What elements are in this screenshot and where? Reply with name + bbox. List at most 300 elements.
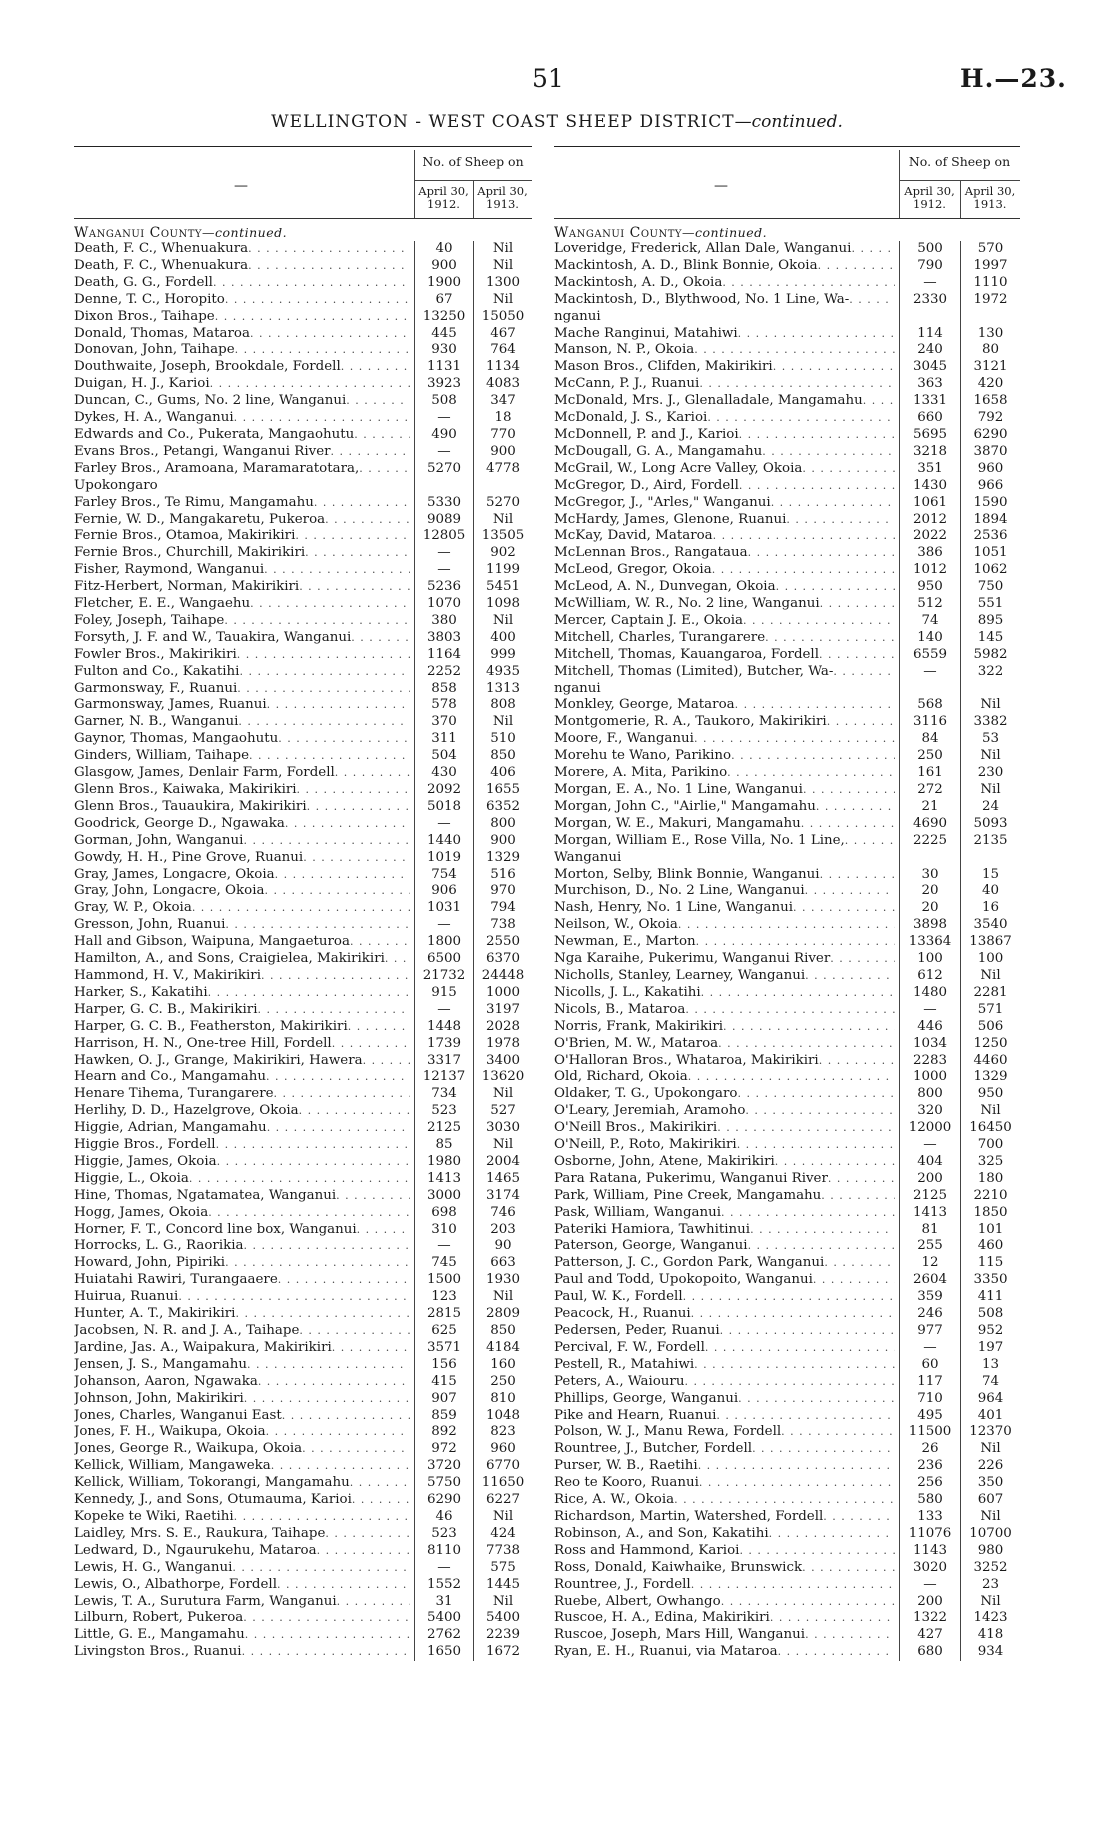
owner-name: Garmonsway, F., Ruanui xyxy=(74,680,238,696)
owner-cell xyxy=(74,613,414,630)
dot-leader xyxy=(235,1306,410,1323)
sheep-count-1912: 523 xyxy=(414,1103,473,1120)
dot-leader xyxy=(303,850,410,867)
owner-name: Morgan, William E., Rose Villa, No. 1 Line, xyxy=(554,832,845,848)
dot-leader xyxy=(691,1577,895,1594)
owner-cell xyxy=(554,1154,899,1171)
sheep-count-1912: 1322 xyxy=(899,1610,960,1627)
sheep-count-1913: Nil xyxy=(960,1103,1020,1120)
table-row xyxy=(554,630,1020,647)
dot-leader xyxy=(335,765,410,782)
table-row xyxy=(74,816,532,833)
dot-leader xyxy=(696,934,895,951)
table-row xyxy=(554,1306,1020,1323)
owner-name: Johanson, Aaron, Ngawaka xyxy=(74,1373,258,1389)
owner-name: Laidley, Mrs. S. E., Raukura, Taihape xyxy=(74,1525,326,1541)
dot-leader xyxy=(257,1002,410,1019)
name-column-header: — xyxy=(714,178,728,194)
sheep-count-1912: 255 xyxy=(899,1238,960,1255)
table-row xyxy=(74,1627,532,1644)
owner-name: O'Neill Bros., Makirikiri xyxy=(554,1120,718,1136)
sheep-count-1912: 1480 xyxy=(899,985,960,1002)
sheep-count-1912: 11500 xyxy=(899,1424,960,1441)
county-name: Wanganui County xyxy=(554,225,683,241)
dot-leader xyxy=(765,630,895,647)
owner-name: Mitchell, Charles, Turangarere xyxy=(554,629,766,645)
sheep-count-1913: 40 xyxy=(960,883,1020,900)
owner-name: Nicholls, Stanley, Learney, Wanganui xyxy=(554,967,806,983)
dot-leader xyxy=(745,1103,895,1120)
sheep-count-1912: 1430 xyxy=(899,478,960,495)
owner-cell xyxy=(554,647,899,664)
owner-name: Douthwaite, Joseph, Brookdale, Fordell xyxy=(74,359,341,375)
sheep-count-1913: 570 xyxy=(960,241,1020,258)
sheep-count-1913: 13620 xyxy=(473,1069,532,1086)
owner-cell xyxy=(74,1424,414,1441)
table-row xyxy=(554,427,1020,444)
owner-cell xyxy=(74,1408,414,1425)
table-row xyxy=(74,1526,532,1543)
sheep-count-1913 xyxy=(960,850,1020,867)
table-row xyxy=(74,1543,532,1560)
owner-name: Gray, James, Longacre, Okoia xyxy=(74,866,275,882)
year-1913-header: April 30, 1913. xyxy=(473,180,532,211)
dot-leader xyxy=(213,275,410,292)
dot-leader xyxy=(701,985,895,1002)
owner-cell xyxy=(74,512,414,529)
sheep-count-1913: 3030 xyxy=(473,1120,532,1137)
owner-name: Jones, F. H., Waikupa, Okoia xyxy=(74,1424,266,1440)
owner-cell xyxy=(74,1238,414,1255)
sheep-count-1913: 2809 xyxy=(473,1306,532,1323)
owner-cell xyxy=(74,1002,414,1019)
owner-cell xyxy=(554,1002,899,1019)
sheep-count-1912: 117 xyxy=(899,1374,960,1391)
sheep-count-1912: 1440 xyxy=(414,833,473,850)
year-1913-header: April 30, 1913. xyxy=(960,180,1020,211)
owner-name: Fernie Bros., Churchill, Makirikiri xyxy=(74,545,306,561)
owner-name: Richardson, Martin, Watershed, Fordell xyxy=(554,1508,824,1524)
sheep-count-1912: 972 xyxy=(414,1441,473,1458)
table-row xyxy=(74,748,532,765)
owner-name: Lewis, H. G., Wanganui xyxy=(74,1559,233,1575)
sheep-count-1913: 764 xyxy=(473,342,532,359)
owner-cell xyxy=(554,1019,899,1036)
sheep-count-1913: 2028 xyxy=(473,1019,532,1036)
dot-leader xyxy=(688,1069,895,1086)
sheep-count-1913: 3540 xyxy=(960,917,1020,934)
owner-cell xyxy=(74,1391,414,1408)
table-row xyxy=(74,1391,532,1408)
sheep-count-1913: 966 xyxy=(960,478,1020,495)
sheep-count-1912: 200 xyxy=(899,1171,960,1188)
sheep-count-1913: 180 xyxy=(960,1171,1020,1188)
sheep-count-1912: 710 xyxy=(899,1391,960,1408)
owner-cell xyxy=(74,1205,414,1222)
owner-name: Ruebe, Albert, Owhango xyxy=(554,1593,721,1609)
owner-name: Glenn Bros., Tauaukira, Makirikiri xyxy=(74,798,307,814)
sheep-count-1913: 203 xyxy=(473,1222,532,1239)
owner-cell xyxy=(74,1272,414,1289)
sheep-count-1913: 575 xyxy=(473,1560,532,1577)
owner-cell xyxy=(554,934,899,951)
owner-name: Pask, William, Wanganui xyxy=(554,1204,722,1220)
document-reference: H.—23. xyxy=(960,64,1067,93)
sheep-count-1912: 1650 xyxy=(414,1644,473,1661)
name-column-header: — xyxy=(234,178,248,194)
owner-name: Evans Bros., Petangi, Wanganui River xyxy=(74,443,331,459)
dot-leader xyxy=(803,782,895,799)
dot-leader xyxy=(805,968,895,985)
table-row xyxy=(74,393,532,410)
owner-name: Harker, S., Kakatihi xyxy=(74,984,208,1000)
dot-leader xyxy=(225,917,410,934)
owner-cell xyxy=(554,664,899,681)
dot-leader xyxy=(325,1526,410,1543)
owner-cell xyxy=(554,1188,899,1205)
owner-cell xyxy=(554,495,899,512)
owner-cell xyxy=(554,1492,899,1509)
owner-cell xyxy=(74,697,414,714)
sheep-count-1913: Nil xyxy=(473,258,532,275)
dot-leader xyxy=(717,1120,895,1137)
owner-name: McGregor, D., Aird, Fordell xyxy=(554,477,739,493)
dot-leader xyxy=(271,1458,410,1475)
sheep-count-1913: 11650 xyxy=(473,1475,532,1492)
owner-name: Howard, John, Pipiriki xyxy=(74,1255,226,1271)
table-row xyxy=(554,1205,1020,1222)
owner-name: Morgan, John C., "Airlie," Mangamahu xyxy=(554,798,816,814)
sheep-count-1912: 3571 xyxy=(414,1340,473,1357)
owner-cell xyxy=(74,748,414,765)
sheep-count-1912: — xyxy=(414,1238,473,1255)
sheep-count-1913: 10700 xyxy=(960,1526,1020,1543)
sheep-count-1913: 1051 xyxy=(960,545,1020,562)
owner-name: Morgan, W. E., Makuri, Mangamahu xyxy=(554,815,801,831)
table-row xyxy=(74,1171,532,1188)
dot-leader xyxy=(307,799,410,816)
dot-leader xyxy=(277,1577,410,1594)
owner-cell xyxy=(554,1610,899,1627)
owner-name: Para Ratana, Pukerimu, Wanganui River xyxy=(554,1170,828,1186)
owner-cell xyxy=(554,917,899,934)
sheep-count-1913: Nil xyxy=(960,1594,1020,1611)
dot-leader xyxy=(302,1441,410,1458)
owner-cell xyxy=(554,850,899,867)
table-row xyxy=(554,1103,1020,1120)
sheep-count-1913: 101 xyxy=(960,1222,1020,1239)
owner-name: Purser, W. B., Raetihi xyxy=(554,1458,698,1474)
dot-leader xyxy=(314,495,410,512)
sheep-count-1912: 8110 xyxy=(414,1543,473,1560)
owner-name: Patterson, J. C., Gordon Park, Wanganui xyxy=(554,1255,825,1271)
sheep-count-1912: 12000 xyxy=(899,1120,960,1137)
dot-leader xyxy=(828,1171,895,1188)
owner-name: Ross, Donald, Kaiwhaike, Brunswick xyxy=(554,1559,803,1575)
page-title xyxy=(0,112,1114,132)
sheep-count-1912 xyxy=(899,309,960,326)
table-row xyxy=(74,1458,532,1475)
dot-leader xyxy=(786,512,895,529)
sheep-count-1913: Nil xyxy=(473,292,532,309)
owner-cell xyxy=(554,613,899,630)
dot-leader xyxy=(264,562,410,579)
dot-leader xyxy=(242,1644,410,1661)
owner-name: Goodrick, George D., Ngawaka xyxy=(74,815,285,831)
owner-cell xyxy=(74,664,414,681)
sheep-count-1913: 418 xyxy=(960,1627,1020,1644)
owner-name: Jacobsen, N. R. and J. A., Taihape xyxy=(74,1323,300,1338)
owner-name: O'Brien, M. W., Mataroa xyxy=(554,1035,719,1051)
dot-leader xyxy=(258,1374,410,1391)
dot-leader xyxy=(694,1357,895,1374)
owner-cell xyxy=(74,342,414,359)
owner-name: Higgie Bros., Fordell xyxy=(74,1137,216,1153)
owner-name: Mache Ranginui, Matahiwi xyxy=(554,325,738,341)
table-row xyxy=(74,1205,532,1222)
owner-name: Reo te Kooro, Ruanui xyxy=(554,1475,699,1491)
table-row xyxy=(74,613,532,630)
owner-name: Hine, Thomas, Ngatamatea, Wanganui xyxy=(74,1187,337,1203)
dot-leader xyxy=(261,968,410,985)
owner-cell xyxy=(74,1560,414,1577)
table-row xyxy=(554,1509,1020,1526)
owner-name: Horner, F. T., Concord line box, Wanganui xyxy=(74,1221,357,1237)
sheep-count-1912: 3045 xyxy=(899,359,960,376)
sheep-count-1912: 9089 xyxy=(414,512,473,529)
sheep-count-1913: 1978 xyxy=(473,1036,532,1053)
sheep-count-1912: — xyxy=(414,444,473,461)
owner-name: O'Neill, P., Roto, Makirikiri xyxy=(554,1137,737,1153)
sheep-count-1912: 359 xyxy=(899,1289,960,1306)
sheep-count-1912: 6500 xyxy=(414,951,473,968)
sheep-count-1912: 310 xyxy=(414,1222,473,1239)
sheep-count-1913: 7738 xyxy=(473,1543,532,1560)
owner-cell xyxy=(554,697,899,714)
dot-leader xyxy=(805,1627,895,1644)
owner-name: nganui xyxy=(554,308,601,324)
owner-name: Huiatahi Rawiri, Turangaaere xyxy=(74,1272,278,1288)
left-table-header xyxy=(74,150,532,219)
table-row xyxy=(74,1408,532,1425)
sheep-count-1913: 18 xyxy=(473,410,532,427)
sheep-count-1912: 123 xyxy=(414,1289,473,1306)
table-row xyxy=(74,309,532,326)
dot-leader xyxy=(718,1036,895,1053)
sheep-count-1913: 400 xyxy=(473,630,532,647)
owner-cell xyxy=(554,1543,899,1560)
table-row xyxy=(74,258,532,275)
sheep-count-1913: 6227 xyxy=(473,1492,532,1509)
sheep-count-1912: 30 xyxy=(899,867,960,884)
sheep-count-1912: 370 xyxy=(414,714,473,731)
table-row xyxy=(554,241,1020,258)
owner-name: Hamilton, A., and Sons, Craigielea, Makirikiri xyxy=(74,951,385,967)
table-row xyxy=(554,444,1020,461)
table-row xyxy=(74,495,532,512)
sheep-count-1912: — xyxy=(414,545,473,562)
county-suffix: —continued. xyxy=(202,225,288,240)
sheep-count-1912: 495 xyxy=(899,1408,960,1425)
dot-leader xyxy=(249,748,410,765)
owner-cell xyxy=(554,1627,899,1644)
dot-leader xyxy=(683,1289,895,1306)
dot-leader xyxy=(237,647,410,664)
table-row xyxy=(74,1053,532,1070)
sheep-count-1912: 5018 xyxy=(414,799,473,816)
sheep-count-1913: 1972 xyxy=(960,292,1020,309)
owner-name: Norris, Frank, Makirikiri xyxy=(554,1018,724,1034)
sheep-count-1912: 1019 xyxy=(414,850,473,867)
owner-name: Lilburn, Robert, Pukeroa xyxy=(74,1610,244,1626)
owner-name: McDonnell, P. and J., Karioi xyxy=(554,426,739,442)
sheep-count-1912: 2330 xyxy=(899,292,960,309)
sheep-count-1912: 5695 xyxy=(899,427,960,444)
sheep-count-1913: 607 xyxy=(960,1492,1020,1509)
table-row xyxy=(74,512,532,529)
sheep-count-1913: 424 xyxy=(473,1526,532,1543)
dot-leader xyxy=(802,1560,895,1577)
sheep-count-1912: 500 xyxy=(899,241,960,258)
county-name: Wanganui County xyxy=(74,225,203,241)
sheep-count-1913: 1590 xyxy=(960,495,1020,512)
dot-leader xyxy=(237,681,410,698)
owner-cell xyxy=(554,985,899,1002)
dot-leader xyxy=(720,1323,895,1340)
sheep-count-1912: 1980 xyxy=(414,1154,473,1171)
dot-leader xyxy=(750,1222,895,1239)
table-row xyxy=(74,968,532,985)
table-row xyxy=(554,799,1020,816)
table-row xyxy=(74,850,532,867)
owner-name: Hawken, O. J., Grange, Makirikiri, Hawera xyxy=(74,1052,363,1068)
sheep-count-1912: — xyxy=(414,816,473,833)
owner-cell xyxy=(554,1103,899,1120)
table-row xyxy=(74,1222,532,1239)
dot-leader xyxy=(830,951,895,968)
owner-name: McCann, P. J., Ruanui xyxy=(554,376,700,392)
owner-cell xyxy=(74,765,414,782)
right-table-header xyxy=(554,150,1020,219)
dot-leader xyxy=(215,309,410,326)
owner-cell xyxy=(554,326,899,343)
owner-cell xyxy=(554,275,899,292)
sheep-count-1912: 2815 xyxy=(414,1306,473,1323)
dot-leader xyxy=(694,342,895,359)
owner-name: Fowler Bros., Makirikiri xyxy=(74,646,237,662)
sheep-count-1913: 750 xyxy=(960,579,1020,596)
owner-cell xyxy=(74,850,414,867)
sheep-count-1912: 351 xyxy=(899,461,960,478)
sheep-count-1913: 934 xyxy=(960,1644,1020,1661)
owner-name: Fernie, W. D., Mangakaretu, Pukeroa xyxy=(74,511,326,527)
table-row xyxy=(74,1644,532,1661)
sheep-count-1912: 578 xyxy=(414,697,473,714)
owner-name: Hogg, James, Okoia xyxy=(74,1204,209,1220)
sheep-count-1913: 970 xyxy=(473,883,532,900)
sheep-count-1913: 1672 xyxy=(473,1644,532,1661)
owner-name: Ryan, E. H., Ruanui, via Mataroa xyxy=(554,1644,778,1660)
sheep-count-1913: 1300 xyxy=(473,275,532,292)
table-row xyxy=(74,1137,532,1154)
owner-name: Jones, George R., Waikupa, Okoia xyxy=(74,1441,303,1457)
sheep-count-1913: 6352 xyxy=(473,799,532,816)
dot-leader xyxy=(305,545,410,562)
owner-cell xyxy=(74,900,414,917)
owner-name: Peacock, H., Ruanui xyxy=(554,1306,691,1322)
sheep-count-1912: 3317 xyxy=(414,1053,473,1070)
owner-cell xyxy=(554,1458,899,1475)
table-row xyxy=(74,461,532,478)
owner-cell xyxy=(554,1205,899,1222)
owner-name: O'Halloran Bros., Whataroa, Makirikiri xyxy=(554,1052,819,1068)
sheep-count-1912: 20 xyxy=(899,883,960,900)
owner-cell xyxy=(554,1222,899,1239)
owner-cell xyxy=(554,444,899,461)
sheep-count-1913: 1199 xyxy=(473,562,532,579)
table-row xyxy=(554,579,1020,596)
owner-cell xyxy=(74,241,414,258)
dot-leader xyxy=(776,579,895,596)
dot-leader xyxy=(208,985,410,1002)
table-row xyxy=(74,579,532,596)
owner-cell xyxy=(554,1391,899,1408)
owner-name: Neilson, W., Okoia xyxy=(554,917,678,933)
sheep-count-1912: 1900 xyxy=(414,275,473,292)
owner-name: Higgie, Adrian, Mangamahu xyxy=(74,1120,267,1136)
owner-name: Gaynor, Thomas, Mangaohutu xyxy=(74,731,279,747)
sheep-count-1913: 3350 xyxy=(960,1272,1020,1289)
dot-leader xyxy=(863,393,895,410)
owner-cell xyxy=(554,1137,899,1154)
sheep-count-1912: 5400 xyxy=(414,1610,473,1627)
owner-name: Lewis, O., Albathorpe, Fordell xyxy=(74,1576,277,1592)
table-row xyxy=(554,816,1020,833)
owner-name: Duncan, C., Gums, No. 2 line, Wanganui xyxy=(74,393,347,409)
table-row xyxy=(554,664,1020,681)
table-row xyxy=(554,1069,1020,1086)
left-table xyxy=(74,150,532,1661)
owner-name: McLeod, A. N., Dunvegan, Okoia xyxy=(554,579,776,595)
sheep-count-1912: — xyxy=(899,664,960,681)
owner-name: Mitchell, Thomas, Kauangaroa, Fordell xyxy=(554,646,820,662)
table-row xyxy=(74,731,532,748)
sheep-count-1912: 612 xyxy=(899,968,960,985)
table-row xyxy=(74,1120,532,1137)
owner-cell xyxy=(74,1306,414,1323)
dot-leader xyxy=(247,1357,410,1374)
owner-cell xyxy=(554,393,899,410)
sheep-count-1913: 508 xyxy=(960,1306,1020,1323)
owner-name: Mitchell, Thomas (Limited), Butcher, Wa- xyxy=(554,663,834,679)
sheep-count-1912: 81 xyxy=(899,1222,960,1239)
sheep-count-1912 xyxy=(899,681,960,698)
sheep-count-1912: 12 xyxy=(899,1255,960,1272)
sheep-count-1912: 1800 xyxy=(414,934,473,951)
owner-cell xyxy=(74,714,414,731)
table-row xyxy=(74,782,532,799)
sheep-count-1912: 790 xyxy=(899,258,960,275)
dot-leader xyxy=(721,1205,895,1222)
sheep-count-1912: 907 xyxy=(414,1391,473,1408)
sheep-count-1913 xyxy=(473,478,532,495)
dot-leader xyxy=(299,579,410,596)
sheep-count-1913: 2536 xyxy=(960,528,1020,545)
sheep-count-1913: 950 xyxy=(960,1086,1020,1103)
dot-leader xyxy=(238,714,410,731)
dot-leader xyxy=(823,1509,895,1526)
owner-name: Kellick, William, Tokorangi, Mangamahu xyxy=(74,1475,350,1491)
